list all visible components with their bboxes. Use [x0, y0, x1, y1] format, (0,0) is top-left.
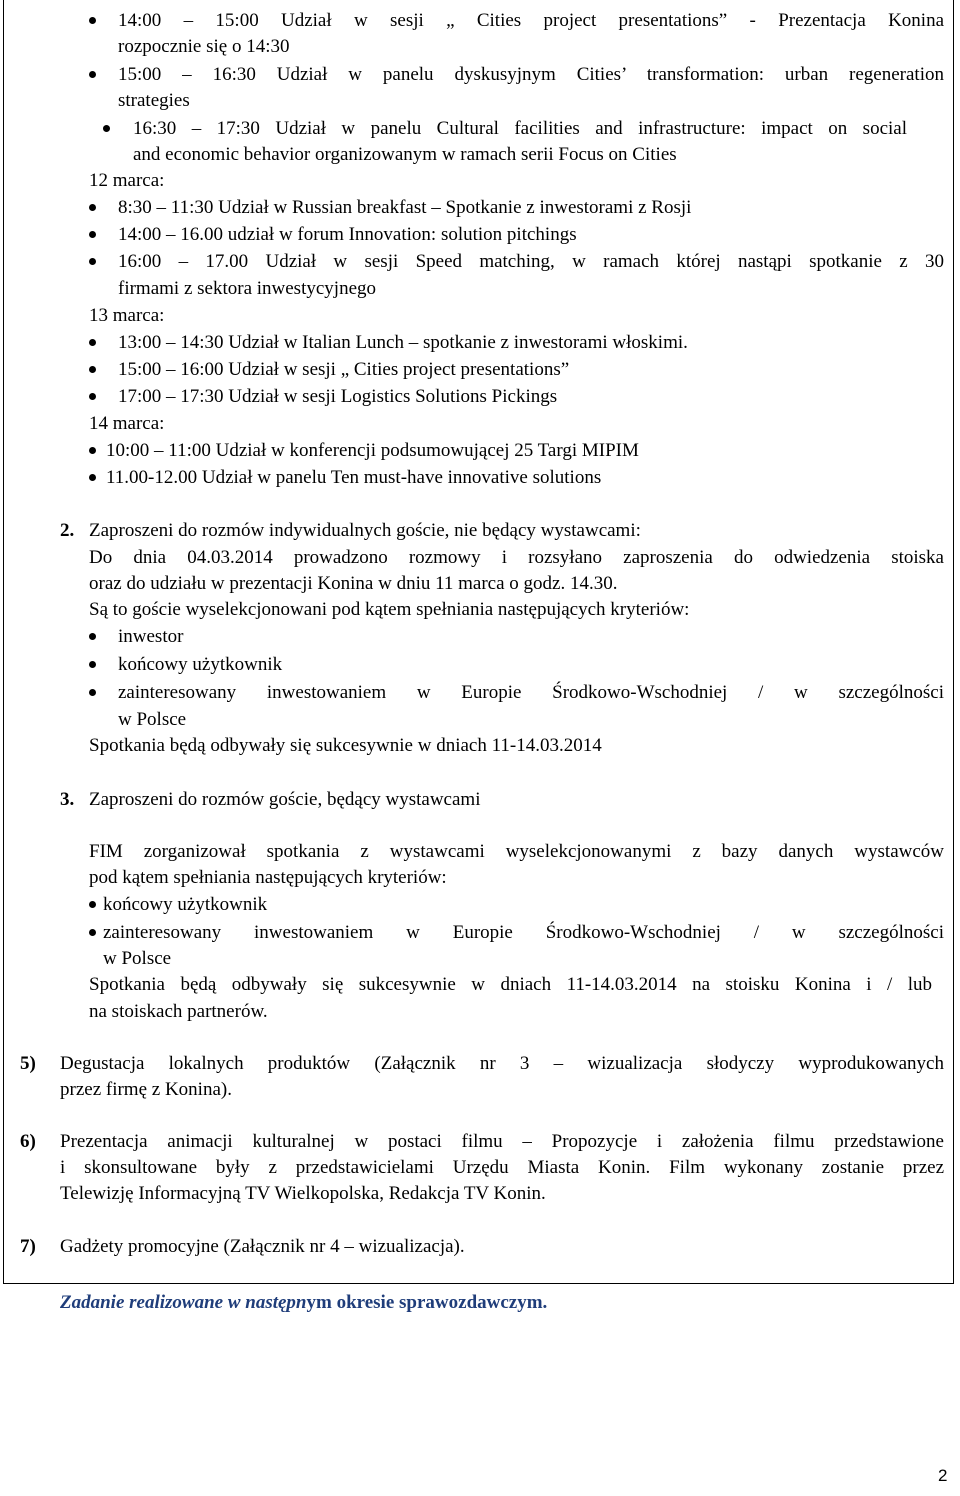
- page-number: 2: [938, 1466, 948, 1485]
- list-item: 11.00-12.00 Udział w panelu Ten must-have innovative solutions: [106, 467, 602, 488]
- day-heading: 13 marca:: [89, 305, 165, 326]
- day-heading: 14 marca:: [89, 413, 165, 434]
- bullet-icon: [89, 474, 96, 481]
- paragraph-line: Są to goście wyselekcjonowani pod kątem spełniania następujących kryteriów:: [89, 599, 690, 620]
- list-item: 13:00 – 14:30 Udział w Italian Lunch – spotkanie z inwestorami włoskimi.: [118, 332, 688, 353]
- list-item: 17:00 – 17:30 Udział w sesji Logistics Solutions Pickings: [118, 386, 558, 407]
- paragraph-line: Gadżety promocyjne (Załącznik nr 4 – wizualizacja).: [60, 1236, 465, 1257]
- list-item: 16:30 – 17:30 Udział w panelu Cultural facilities and infrastructure: impact on social: [133, 118, 907, 139]
- item-number: 7): [20, 1236, 36, 1257]
- list-item-continuation: w Polsce: [118, 709, 187, 730]
- paragraph-line: Do dnia 04.03.2014 prowadzono rozmowy i rozsyłano zaproszenia do odwiedzenia stoiska: [89, 547, 944, 568]
- bullet-icon: [89, 71, 96, 78]
- section-number: 2.: [60, 520, 75, 541]
- bullet-icon: [89, 633, 96, 640]
- list-item: 10:00 – 11:00 Udział w konferencji podsumowującej 25 Targi MIPIM: [106, 440, 639, 461]
- item-number: 5): [20, 1053, 36, 1074]
- paragraph-line: i skonsultowane były z przedstawicielami Urzędu Miasta Konin. Film wykonany zostanie przez: [60, 1157, 944, 1178]
- reporting-note-italic: Zadanie realizowane w następn: [60, 1292, 307, 1313]
- list-item: końcowy użytkownik: [103, 894, 268, 915]
- bullet-icon: [89, 366, 96, 373]
- list-item-continuation: w Polsce: [103, 948, 172, 969]
- list-item-continuation: and economic behavior organizowanym w ramach serii Focus on Cities: [133, 144, 677, 165]
- section-heading: Zaproszeni do rozmów goście, będący wystawcami: [89, 789, 481, 810]
- paragraph-line: na stoiskach partnerów.: [89, 1001, 268, 1022]
- list-item: zainteresowany inwestowaniem w Europie Środkowo-Wschodniej / w szczególności: [118, 682, 944, 703]
- bullet-icon: [89, 661, 96, 668]
- paragraph-line: oraz do udziału w prezentacji Konina w dniu 11 marca o godz. 14.30.: [89, 573, 618, 594]
- bullet-icon: [89, 689, 96, 696]
- paragraph-line: Spotkania będą odbywały się sukcesywnie w dniach 11-14.03.2014: [89, 735, 602, 756]
- bullet-icon: [89, 339, 96, 346]
- day-heading: 12 marca:: [89, 170, 165, 191]
- reporting-note-bold: ym okresie sprawozdawczym.: [306, 1292, 548, 1313]
- item-number: 6): [20, 1131, 36, 1152]
- paragraph-line: Spotkania będą odbywały się sukcesywnie w dniach 11-14.03.2014 na stoisku Konina i / lub: [89, 974, 932, 995]
- paragraph-line: Prezentacja animacji kulturalnej w postaci filmu – Propozycje i założenia filmu przedstawione: [60, 1131, 944, 1152]
- paragraph-line: Telewizję Informacyjną TV Wielkopolska, Redakcja TV Konin.: [60, 1183, 546, 1204]
- list-item: 15:00 – 16:00 Udział w sesji „ Cities project presentations”: [118, 359, 570, 380]
- paragraph-line: FIM zorganizował spotkania z wystawcami wyselekcjonowanymi z bazy danych wystawców: [89, 841, 944, 862]
- list-item: zainteresowany inwestowaniem w Europie Środkowo-Wschodniej / w szczególności: [103, 922, 944, 943]
- bullet-icon: [89, 447, 96, 454]
- bullet-icon: [103, 125, 110, 132]
- section-heading: Zaproszeni do rozmów indywidualnych goście, nie będący wystawcami:: [89, 520, 641, 541]
- list-item-continuation: strategies: [118, 90, 190, 111]
- bullet-icon: [89, 258, 96, 265]
- bullet-icon: [89, 393, 96, 400]
- bullet-icon: [89, 901, 96, 908]
- paragraph-line: przez firmę z Konina).: [60, 1079, 232, 1100]
- section-number: 3.: [60, 789, 75, 810]
- list-item-continuation: rozpocznie się o 14:30: [118, 36, 290, 57]
- list-item-continuation: firmami z sektora inwestycyjnego: [118, 278, 377, 299]
- list-item: 14:00 – 15:00 Udział w sesji „ Cities project presentations” - Prezentacja Konina: [118, 10, 944, 31]
- bullet-icon: [89, 929, 96, 936]
- list-item: 8:30 – 11:30 Udział w Russian breakfast – Spotkanie z inwestorami z Rosji: [118, 197, 692, 218]
- list-item: 15:00 – 16:30 Udział w panelu dyskusyjnym Cities’ transformation: urban regeneration: [118, 64, 944, 85]
- bullet-icon: [89, 204, 96, 211]
- bullet-icon: [89, 17, 96, 24]
- bullet-icon: [89, 231, 96, 238]
- list-item: końcowy użytkownik: [118, 654, 283, 675]
- paragraph-line: Degustacja lokalnych produktów (Załącznik nr 3 – wizualizacja słodyczy wyprodukowanych: [60, 1053, 944, 1074]
- list-item: 14:00 – 16.00 udział w forum Innovation: solution pitchings: [118, 224, 577, 245]
- reporting-note: [60, 1290, 547, 1316]
- paragraph-line: pod kątem spełniania następujących kryteriów:: [89, 867, 447, 888]
- list-item: inwestor: [118, 626, 184, 647]
- list-item: 16:00 – 17.00 Udział w sesji Speed matching, w ramach której nastąpi spotkanie z 30: [118, 251, 944, 272]
